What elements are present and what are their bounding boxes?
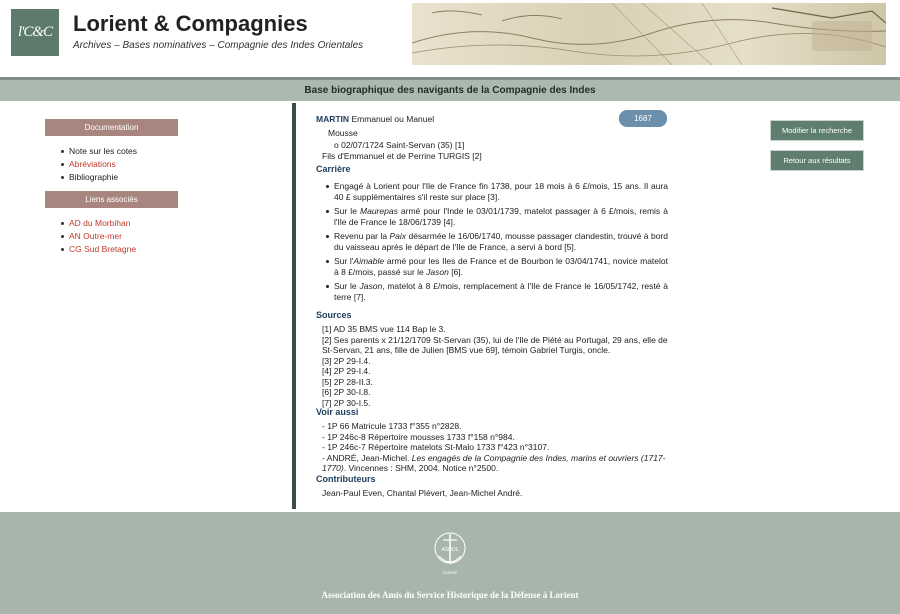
carriere-text: , matelot à 8 £/mois, remplacement à l'Ile de France le 16/05/1742, resté à terre [7]. [334,281,668,302]
source-item: [7] 2P 30-I.5. [322,397,371,408]
voir-aussi-item: - 1P 246c-8 Répertoire mousses 1733 f°158 n°984. [322,431,515,442]
carriere-text: Sur le [334,281,360,291]
page-title-bar [0,77,900,101]
carriere-text: [6]. [448,267,464,277]
site-logo[interactable] [11,9,59,56]
liens-header: Liens associés [45,191,178,208]
documentation-header: Documentation [45,119,178,136]
historic-map-banner [412,3,886,65]
association-name: Association des Amis du Service Historique de la Défense à Lorient [321,590,579,600]
anchor-emblem-icon [430,528,470,578]
source-item: [1] AD 35 BMS vue 114 Bap le 3. [322,324,446,334]
liens-list [61,217,136,256]
back-to-results-button[interactable]: Retour aux résultats [770,150,864,171]
voir-aussi-list [322,421,668,474]
content-divider [292,103,296,509]
voir-aussi-item-andre [322,453,668,474]
carriere-title: Carrière [316,164,351,174]
record-birth: o 02/07/1724 Saint-Servan (35) [1] [334,140,465,150]
carriere-text: armé pour les Iles de France et de Bourbon le 03/04/1741, novice matelot à 8 £/mois, passé sur le [334,256,668,277]
site-title: Lorient & Compagnies [73,11,308,36]
ship-name: Jason [359,281,383,291]
carriere-list [326,181,668,306]
reference-text: . Vincennes : SHM, 2004. Notice n°2500. [343,463,499,473]
ship-name: Aimable [353,256,385,266]
site-subtitle: Archives – Bases nominatives – Compagnie des Indes Orientales [73,40,364,51]
source-item: [3] 2P 29-I.4. [322,355,371,366]
sources-title: Sources [316,310,352,320]
contributeurs-names: Jean-Paul Even, Chantal Plévert, Jean-Michel André. [322,488,523,498]
book-title: Les engagés de la Compagnie des Indes, marins et ouvriers (1717-1770) [322,452,666,473]
voir-aussi-title: Voir aussi [316,407,359,417]
record-parents: Fils d'Emmanuel et de Perrine TURGIS [2] [322,151,482,161]
reference-text: - ANDRÉ, Jean-Michel. [322,452,412,463]
record-role: Mousse [328,128,358,138]
carriere-text: Engagé à Lorient pour l'Ile de France fin 1738, pour 18 mois à 6 £/mois, 15 ans. Il aura 40 £ supplémentaires s'il reste sur place [3]. [334,181,668,202]
link-cg-sud-bretagne[interactable]: CG Sud Bretagne [61,243,136,256]
contributeurs-title: Contributeurs [316,474,376,484]
ship-name: Paix [389,231,407,241]
carriere-text: Sur le [334,206,361,216]
carriere-item [326,206,668,228]
link-an-outre-mer[interactable]: AN Outre-mer [61,230,136,243]
doc-item-abreviations[interactable]: Abréviations [61,158,137,171]
link-ad-morbihan[interactable]: AD du Morbihan [61,217,136,230]
carriere-text: Revenu par la [334,231,390,241]
logo-text: l'C&C [17,24,53,40]
ship-name: Maurepas [360,206,398,216]
emblem-subtext: Lorient [443,570,457,575]
voir-aussi-item: - 1P 246c-7 Répertoire matelots St-Malo 1733 f°423 n°3107. [322,442,550,452]
carriere-item [326,281,668,303]
carriere-text: Sur l' [334,256,354,266]
voir-aussi-item: - 1P 66 Matricule 1733 f°355 n°2828. [322,421,462,431]
source-item: [5] 2P 28-II.3. [322,376,373,387]
carriere-item [326,256,668,278]
source-item: [2] Ses parents x 21/12/1709 St-Servan (35), lui de l'Ile de Piété au Portugal, 29 ans, elle de St-Servan, 21 ans, fille de Julien [BMS vue 69], témoin Gabriel Turgis, oncle. [322,334,668,355]
record-given-names: Emmanuel ou Manuel [351,114,435,124]
doc-item-note-cotes[interactable]: Note sur les cotes [61,145,137,158]
carriere-item [326,181,668,203]
year-badge: 1687 [619,110,667,127]
carriere-text: armé pour l'Inde le 03/01/1739, matelot passager à 6 £/mois, remis à l'Ile de France le 18/06/1739 [4]. [334,206,668,227]
emblem-text: ASHDL [441,547,459,553]
page-title: Base biographique des navigants de la Compagnie des Indes [304,85,596,96]
carriere-text: désarmée le 16/06/1740, mousse passager clandestin, trouvé à bord du vaisseau après le départ de l'Ile de France, a servi à bord [5]. [334,231,668,252]
ship-name: Jason [426,267,449,277]
site-header [0,0,900,76]
source-item: [6] 2P 30-I.8. [322,387,371,397]
site-footer [0,512,900,614]
record-surname: MARTIN [316,114,350,124]
doc-item-bibliographie[interactable]: Bibliographie [61,171,137,184]
source-item: [4] 2P 29-I.4. [322,366,371,376]
modify-search-button[interactable]: Modifier la recherche [770,120,864,141]
carriere-item [326,231,668,253]
sources-list [322,324,668,408]
documentation-list [61,145,137,184]
record-name [316,114,434,125]
